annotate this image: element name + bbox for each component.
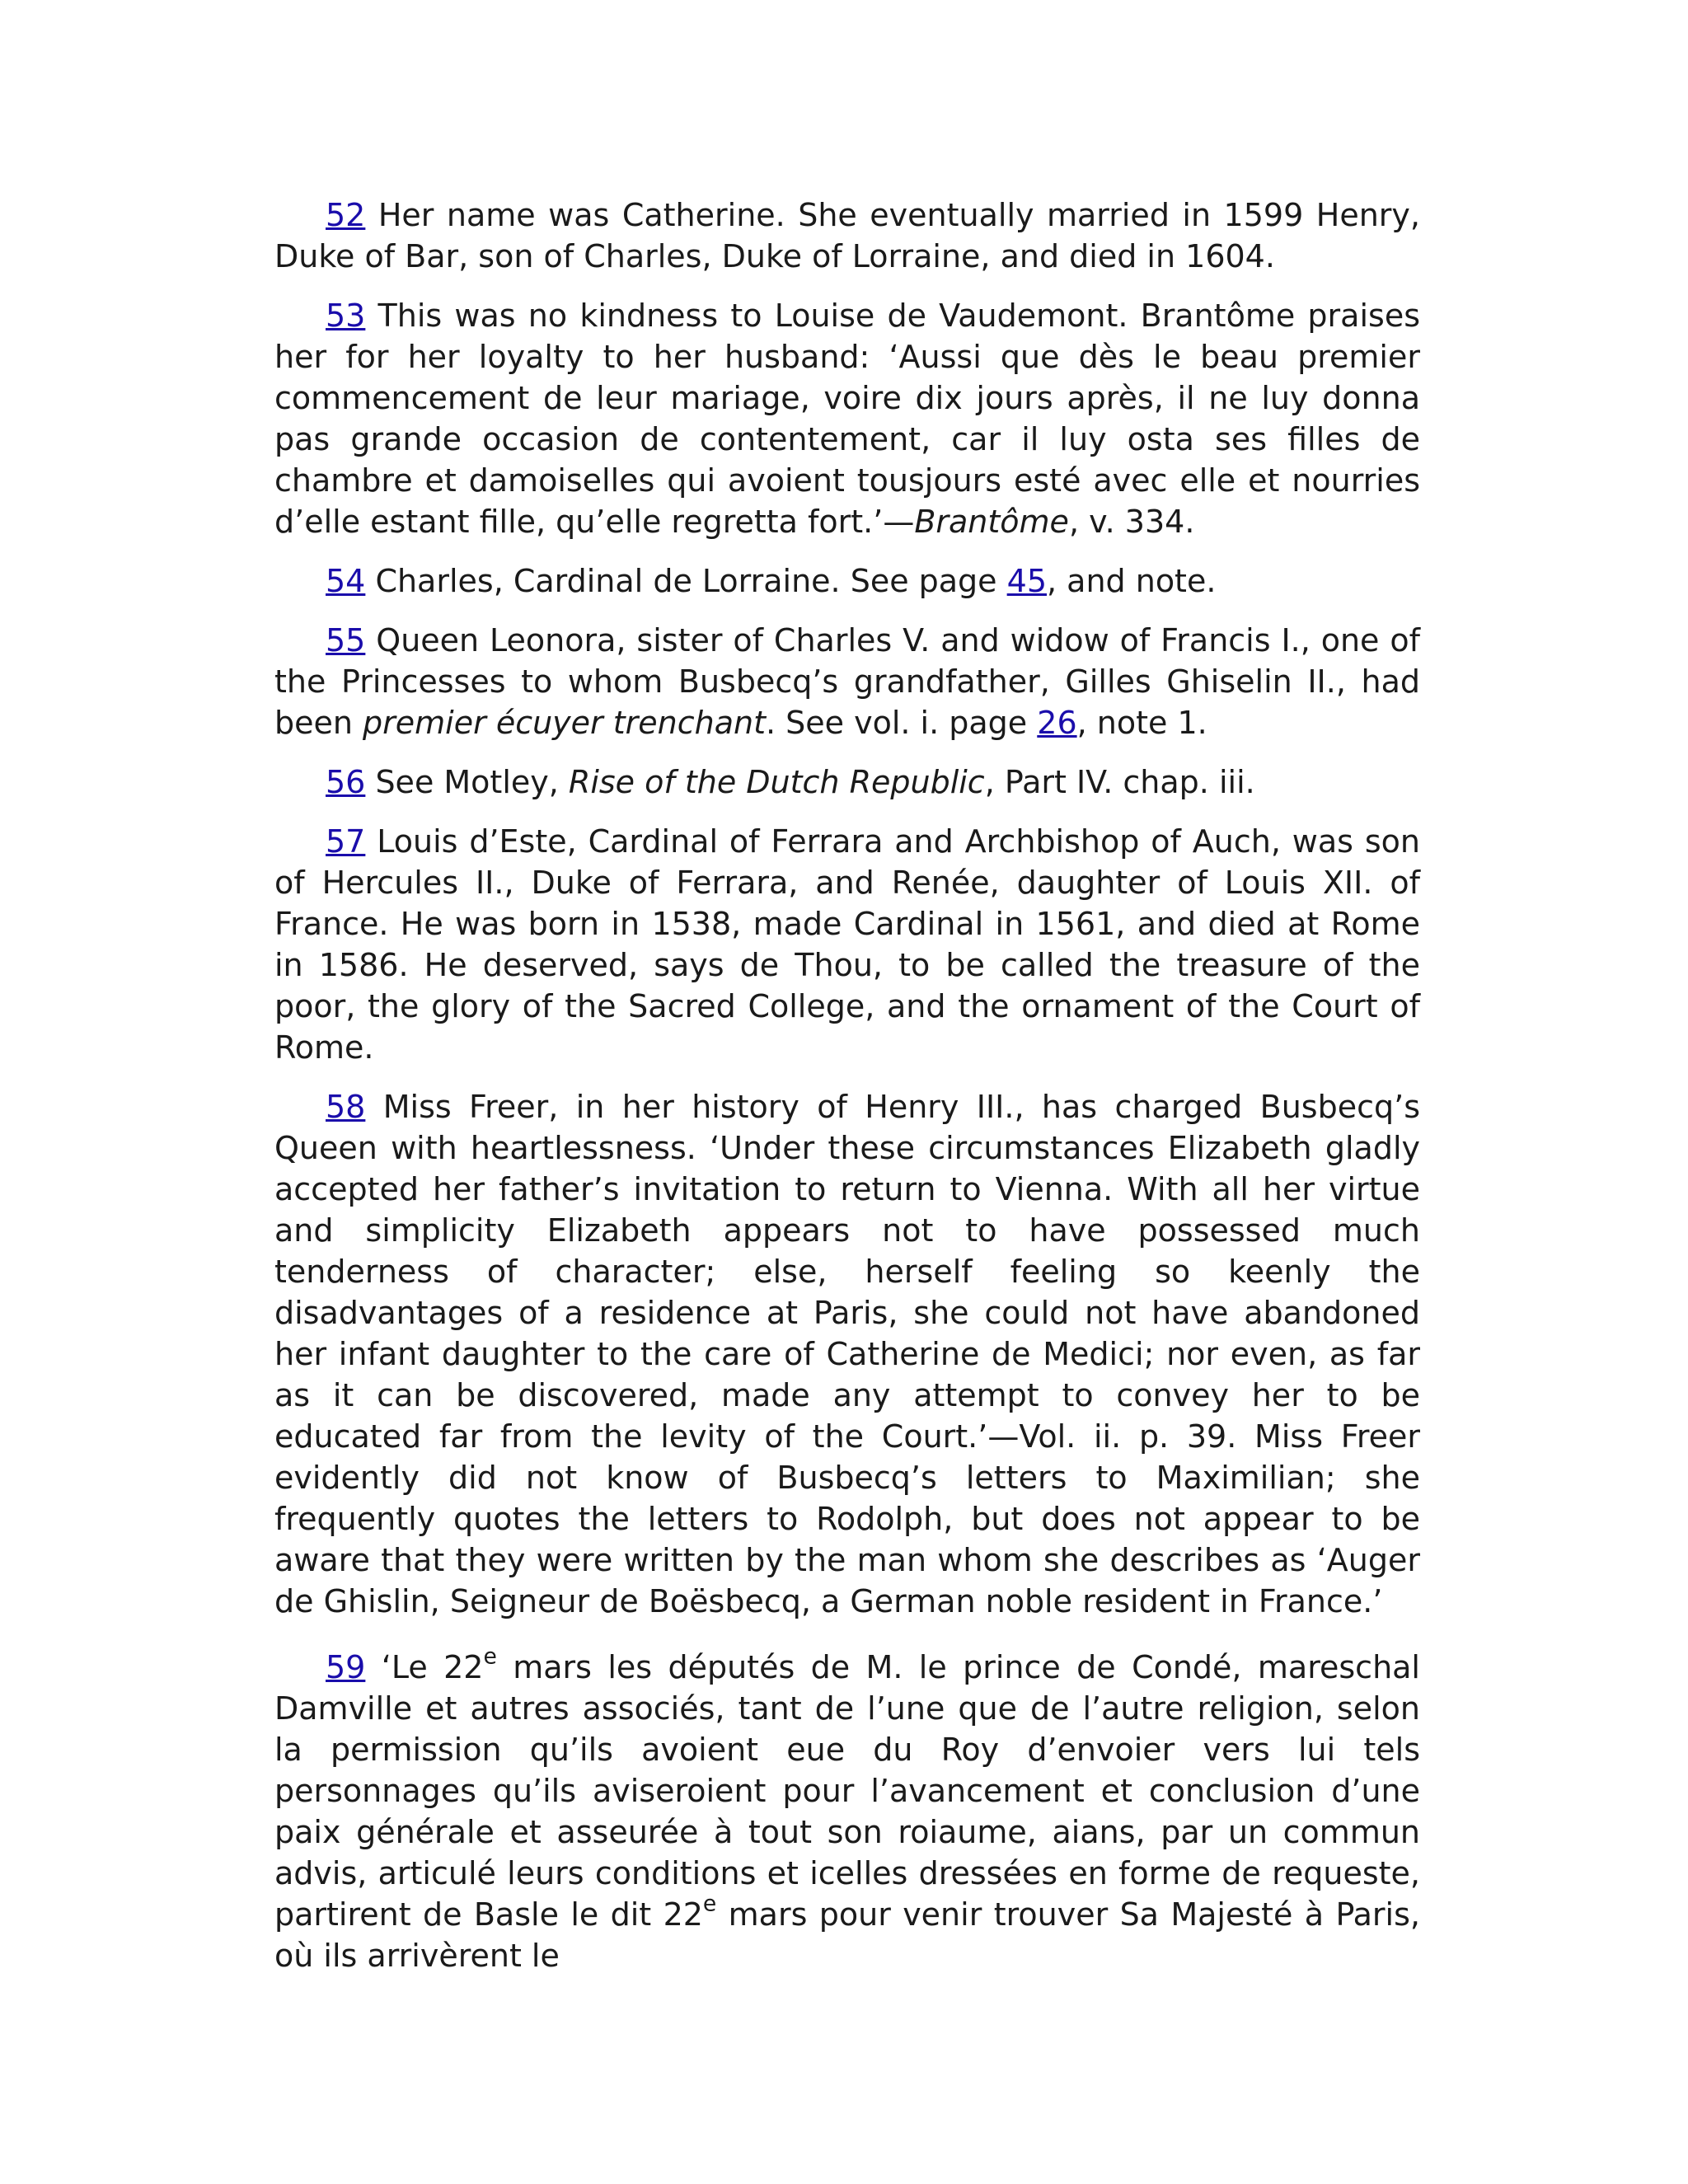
page-link-26[interactable]: 26 (1037, 705, 1077, 741)
footnote-text: ‘Le 22 (365, 1649, 484, 1685)
footnote-54 (274, 560, 1420, 602)
footnote-ref-58[interactable]: 58 (326, 1089, 366, 1125)
footnote-ref-57[interactable]: 57 (326, 823, 366, 860)
footnotes-page (274, 194, 1420, 1994)
footnote-ref-54[interactable]: 54 (326, 563, 366, 599)
footnote-text: This was no kindness to Louise de Vaudemont. Brantôme praises her for her loyalty to her husband: ‘Aussi que dès le beau premier commencement de leur mariage, voire dix jours après, il ne luy donna pas grande occasion de contentement, car il luy osta ses filles de chambre et damoiselles qui avoient tousjours esté avec elle et nourries d’elle estant fille, qu’elle regretta fort.’— (274, 298, 1420, 540)
italic-phrase: premier écuyer trenchant (363, 705, 766, 741)
footnote-55 (274, 620, 1420, 743)
footnote-text: Charles, Cardinal de Lorraine. See page (365, 563, 1007, 599)
footnote-text: , v. 334. (1068, 504, 1195, 540)
footnote-text: Miss Freer, in her history of Henry III., has charged Busbecq’s Queen with heartlessness. ‘Under these circumstances Elizabeth gladly accepted her father’s invitation to return to Vienna. With all her virtue and simplicity Elizabeth appears not to have possessed much tenderness of character; else, herself feeling so keenly the disadvantages of a residence at Paris, she could not have abandoned her infant daughter to the care of Catherine de Medici; nor even, as far as it can be discovered, made any attempt to convey her to be educated far from the levity of the Court.’—Vol. ii. p. 39. Miss Freer evidently did not know of Busbecq’s letters to Maximilian; she frequently quotes the letters to Rodolph, but does not appear to be aware that they were written by the man whom she describes as ‘Auger de Ghislin, Seigneur de Boësbecq, a German noble resident in France.’ (274, 1089, 1420, 1619)
footnote-59 (274, 1643, 1420, 1976)
footnote-ref-55[interactable]: 55 (326, 622, 366, 658)
page-link-45[interactable]: 45 (1006, 563, 1047, 599)
footnote-text: , Part IV. chap. iii. (984, 764, 1255, 800)
footnote-58 (274, 1086, 1420, 1622)
footnote-ref-53[interactable]: 53 (326, 298, 366, 334)
footnote-text: mars pour venir trouver Sa Majesté à Paris, où ils arrivèrent le (274, 1896, 1420, 1974)
footnote-53 (274, 295, 1420, 542)
footnote-56 (274, 762, 1420, 803)
citation-title: Rise of the Dutch Republic (568, 764, 985, 800)
footnote-text: mars les députés de M. le prince de Condé, mareschal Damville et autres associés, tant de l’une que de l’autre religion, selon la permission qu’ils avoient eue du Roy d’envoier vers lui tels personnages qu’ils aviseroient pour l’avancement et conclusion d’une paix générale et asseurée à tout son roiaume, aians, par un commun advis, articulé leurs conditions et icelles dressées en forme de requeste, partirent de Basle le dit 22 (274, 1649, 1420, 1933)
footnote-57 (274, 821, 1420, 1068)
footnote-text: , note 1. (1076, 705, 1207, 741)
footnote-ref-56[interactable]: 56 (326, 764, 366, 800)
footnote-text: Louis d’Este, Cardinal of Ferrara and Archbishop of Auch, was son of Hercules II., Duke of Ferrara, and Renée, daughter of Louis XII. of France. He was born in 1538, made Cardinal in 1561, and died at Rome in 1586. He deserved, says de Thou, to be called the treasure of the poor, the glory of the Sacred College, and the ornament of the Court of Rome. (274, 823, 1420, 1066)
superscript-e: e (702, 1891, 717, 1917)
footnote-text: See Motley, (365, 764, 569, 800)
superscript-e: e (483, 1643, 497, 1670)
footnote-ref-59[interactable]: 59 (326, 1649, 366, 1685)
footnote-text: , and note. (1047, 563, 1217, 599)
footnote-text: Her name was Catherine. She eventually married in 1599 Henry, Duke of Bar, son of Charles, Duke of Lorraine, and died in 1604. (274, 197, 1420, 274)
footnote-text: . See vol. i. page (765, 705, 1038, 741)
footnote-text: Queen Leonora, sister of Charles V. and widow of Francis I., one of the Princesses to whom Busbecq’s grandfather, Gilles Ghiselin II., had been (274, 622, 1420, 741)
footnote-52 (274, 194, 1420, 277)
citation-title: Brantôme (914, 504, 1069, 540)
footnote-ref-52[interactable]: 52 (326, 197, 366, 233)
